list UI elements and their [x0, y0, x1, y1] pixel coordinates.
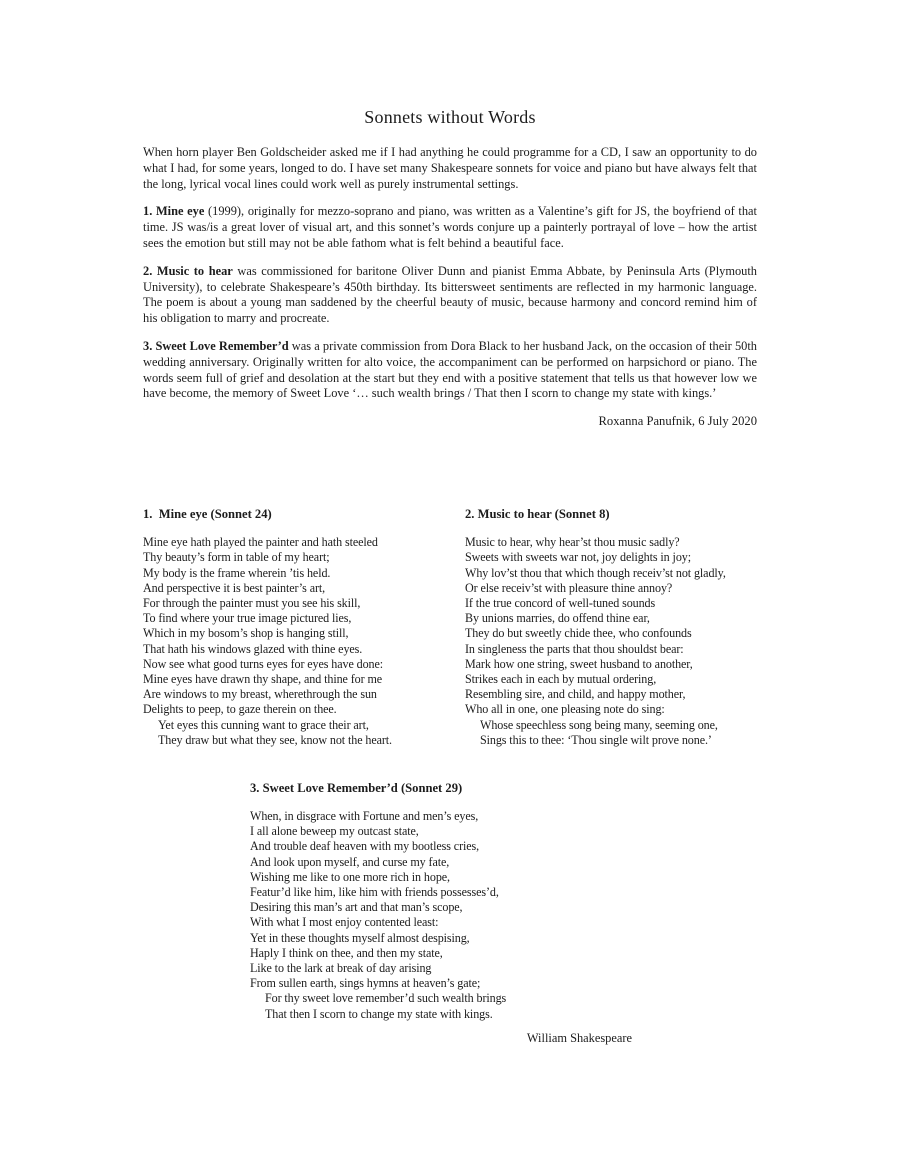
author-credit: William Shakespeare — [526, 1030, 632, 1045]
poem-line: For through the painter must you see his skill, — [143, 595, 361, 610]
poem-line: When, in disgrace with Fortune and men’s eyes, — [250, 809, 479, 823]
attribution: Roxanna Panufnik, 6 July 2020 — [598, 414, 757, 429]
poem-line: Yet eyes this cunning want to grace their art, — [158, 717, 369, 732]
programme-note-3 — [143, 339, 757, 402]
poem-line: With what I most enjoy contented least: — [250, 915, 439, 930]
programme-note-1-text: (1999), originally for mezzo-soprano and piano, was written as a Valentine’s gift for JS, the boyfriend of that time. JS was/is a great lover of visual art, and this sonnet’s words conjure up a painterly portrayal of love – how the artist sees the emotion but still may not be able fathom what is felt behind a beautiful face. — [143, 204, 757, 250]
poem-line: Are windows to my breast, wherethrough the sun — [143, 687, 377, 702]
poem-line: Who all in one, one pleasing note do sing: — [465, 702, 665, 717]
sonnet-1-section — [143, 507, 465, 748]
poem-line: Or else receiv’st with pleasure thine annoy? — [465, 580, 673, 595]
poem-line: My body is the frame wherein ’tis held. — [143, 565, 331, 580]
poem-line: Sings this to thee: ‘Thou single wilt prove none.’ — [480, 732, 712, 747]
poem-line: They draw but what they see, know not the heart. — [158, 732, 392, 747]
poem-line: For thy sweet love remember’d such wealth brings — [265, 991, 507, 1006]
sonnet-1-heading: 1. Mine eye (Sonnet 24) — [143, 507, 272, 522]
sonnet-3-poem — [250, 809, 632, 1022]
poem-line: Yet in these thoughts myself almost despising, — [250, 930, 470, 945]
programme-note-1-lead: 1. Mine eye — [143, 204, 205, 219]
sonnet-2-poem — [465, 535, 757, 748]
programme-note-3-lead: 3. Sweet Love Remember’d — [143, 338, 289, 353]
poem-line: Mine eyes have drawn thy shape, and thine for me — [143, 671, 383, 686]
poem-line: I all alone beweep my outcast state, — [250, 824, 419, 839]
poem-line: By unions marries, do offend thine ear, — [465, 611, 650, 626]
poem-line: In singleness the parts that thou shouldst bear: — [465, 641, 684, 656]
poem-line: Sweets with sweets war not, joy delights in joy; — [465, 550, 691, 565]
programme-note-3-text: was a private commission from Dora Black to her husband Jack, on the occasion of their 50th wedding anniversary. Originally written for alto voice, the accompaniment can be performed on harpsichord or piano. The words seem full of grief and desolation at the start but they end with a positive statement that tells us that however low we have become, the memory of Sweet Love ‘… such wealth brings / That then I scorn to change my state with kings.’ — [143, 338, 757, 401]
poem-line: Desiring this man’s art and that man’s scope, — [250, 900, 463, 915]
sonnet-3-section — [250, 781, 632, 1046]
poem-line: Now see what good turns eyes for eyes have done: — [143, 656, 384, 671]
programme-note-2-lead: 2. Music to hear — [143, 263, 233, 278]
poem-line: Featur’d like him, like him with friends possesses’d, — [250, 885, 499, 900]
poem-line: Whose speechless song being many, seeming one, — [480, 717, 718, 732]
poem-line: That then I scorn to change my state with kings. — [265, 1006, 493, 1021]
poem-line: And trouble deaf heaven with my bootless cries, — [250, 839, 480, 854]
poem-line: Mine eye hath played the painter and hath steeled — [143, 535, 378, 550]
poem-line: To find where your true image pictured lies, — [143, 611, 352, 626]
programme-note-2-text: was commissioned for baritone Oliver Dunn and pianist Emma Abbate, by Peninsula Arts (Plymouth University), to celebrate Shakespeare’s 450th birthday. Its bittersweet sentiments are reflected in my harmonic language. The poem is about a young man saddened by the cheerful beauty of music, because harmony and concord remind him of his obligation to marry and procreate. — [143, 263, 757, 326]
poem-line: Mark how one string, sweet husband to another, — [465, 656, 693, 671]
poem-line: Haply I think on thee, and then my state, — [250, 945, 443, 960]
poem-line: That hath his windows glazed with thine eyes. — [143, 641, 363, 656]
poem-line: Why lov’st thou that which though receiv’st not gladly, — [465, 565, 726, 580]
document-content — [143, 0, 757, 1046]
sonnet-columns — [143, 507, 757, 748]
poem-line: Like to the lark at break of day arising — [250, 961, 432, 976]
poem-line: And look upon myself, and curse my fate, — [250, 854, 450, 869]
poem-line: Thy beauty’s form in table of my heart; — [143, 550, 330, 565]
poem-line: And perspective it is best painter’s art, — [143, 580, 326, 595]
intro-paragraph — [143, 145, 757, 192]
poem-line: From sullen earth, sings hymns at heaven’s gate; — [250, 976, 481, 991]
programme-note-2 — [143, 264, 757, 327]
poem-line: If the true concord of well-tuned sounds — [465, 595, 656, 610]
page-title: Sonnets without Words — [364, 107, 536, 127]
poem-line: Strikes each in each by mutual ordering, — [465, 671, 657, 686]
sonnet-2-heading: 2. Music to hear (Sonnet 8) — [465, 507, 610, 522]
poem-line: Delights to peep, to gaze therein on thee. — [143, 702, 337, 717]
intro-text: When horn player Ben Goldscheider asked me if I had anything he could programme for a CD, I saw an opportunity to do what I had, for some years, longed to do. I have set many Shakespeare sonnets for voice and piano but have always felt that the long, lyrical vocal lines could work well as purely instrumental settings. — [143, 145, 757, 191]
poem-line: Wishing me like to one more rich in hope, — [250, 869, 450, 884]
poem-line: Resembling sire, and child, and happy mother, — [465, 687, 686, 702]
sonnet-3-heading: 3. Sweet Love Remember’d (Sonnet 29) — [250, 781, 463, 795]
poem-line: Music to hear, why hear’st thou music sadly? — [465, 535, 680, 550]
sonnet-2-section — [465, 507, 757, 748]
programme-note-1 — [143, 204, 757, 251]
poem-line: Which in my bosom’s shop is hanging still, — [143, 626, 349, 641]
poem-line: They do but sweetly chide thee, who confounds — [465, 626, 692, 641]
sonnet-1-poem — [143, 535, 465, 748]
